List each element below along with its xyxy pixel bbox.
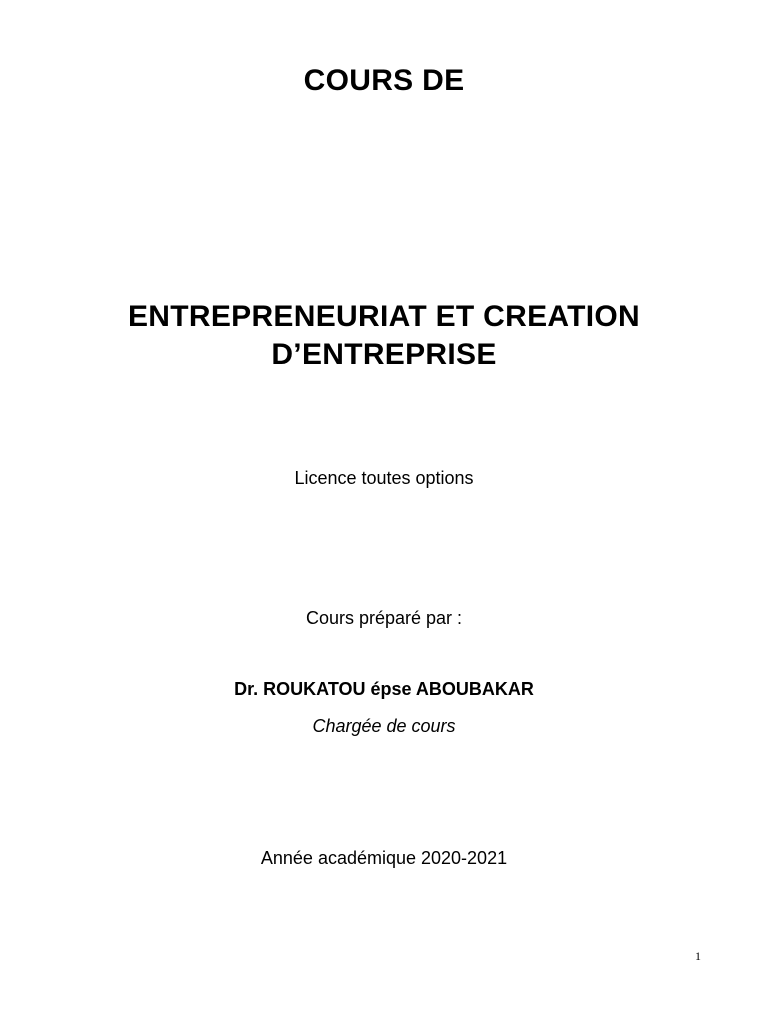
author-role: Chargée de cours	[312, 716, 456, 736]
course-heading: COURS DE	[303, 64, 465, 97]
page-number: 1	[695, 949, 701, 963]
academic-year: Année académique 2020-2021	[260, 848, 508, 868]
course-title	[0, 298, 768, 374]
program-level: Licence toutes options	[294, 468, 474, 488]
prepared-by-label: Cours préparé par :	[305, 608, 463, 628]
author-name: Dr. ROUKATOU épse ABOUBAKAR	[234, 679, 534, 699]
course-title-line: ENTREPRENEURIAT ET CREATION	[127, 300, 640, 333]
course-title-line: D’ENTREPRISE	[271, 338, 497, 371]
